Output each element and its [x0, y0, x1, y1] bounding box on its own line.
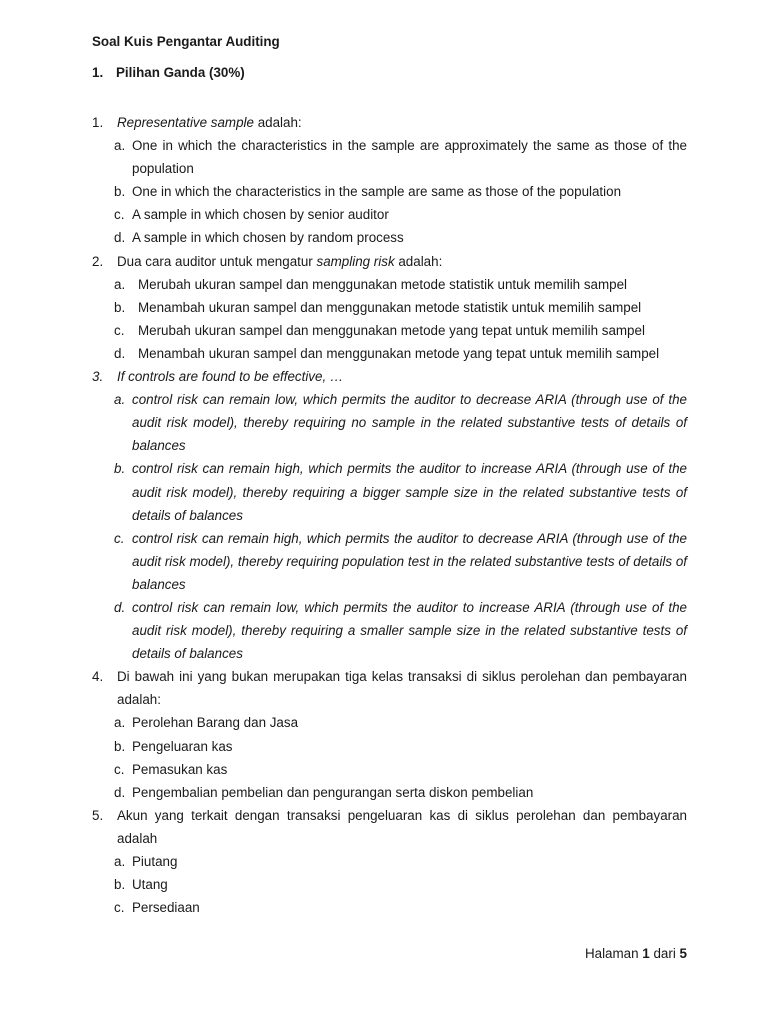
option-text: A sample in which chosen by senior auditor [132, 207, 389, 223]
option-d [0, 781, 768, 804]
option-letter: d. [114, 345, 126, 361]
section-number: 1. [92, 65, 104, 80]
option-text: control risk can remain high, which permits the auditor to decrease ARIA (through use of the audit risk model), thereby requiring population test in the related substantive tests of details of balances [132, 530, 687, 592]
option-text: Pengembalian pembelian dan pengurangan serta diskon pembelian [132, 784, 534, 800]
option-text: One in which the characteristics in the sample are same as those of the population [132, 184, 622, 200]
option-text: One in which the characteristics in the sample are approximately the same as those of the population [132, 138, 687, 177]
option-a [0, 711, 768, 734]
question-text: If controls are found to be effective, … [117, 369, 344, 385]
option-b [0, 296, 768, 319]
question-number: 1. [92, 115, 104, 130]
question-5 [0, 804, 768, 919]
option-letter: b. [114, 299, 126, 315]
option-d [0, 342, 768, 365]
option-a [0, 850, 768, 873]
option-text: Utang [132, 877, 168, 893]
option-c [0, 896, 768, 919]
section-heading [92, 65, 245, 80]
option-letter: b. [114, 184, 126, 200]
option-c [0, 319, 768, 342]
footer-current-page: 1 [642, 946, 650, 961]
option-letter: d. [114, 599, 126, 615]
option-letter: a. [114, 715, 126, 731]
option-b [0, 180, 768, 203]
option-c [0, 527, 768, 596]
document-title: Soal Kuis Pengantar Auditing [92, 34, 280, 49]
option-c [0, 203, 768, 226]
question-text-italic: Representative sample [117, 115, 254, 130]
option-a [0, 273, 768, 296]
option-text: A sample in which chosen by random process [132, 230, 404, 246]
option-text: Piutang [132, 854, 178, 869]
page-footer [585, 946, 687, 961]
question-text: Di bawah ini yang bukan merupakan tiga kelas transaksi di siklus perolehan dan pembayaran adalah: [117, 669, 687, 708]
option-letter: d. [114, 230, 126, 246]
question-text-italic: sampling risk [316, 253, 395, 269]
option-text: Merubah ukuran sampel dan menggunakan metode yang tepat untuk memilih sampel [138, 322, 645, 338]
option-d [0, 596, 768, 665]
option-text: Menambah ukuran sampel dan menggunakan metode yang tepat untuk memilih sampel [138, 345, 660, 361]
option-a [0, 388, 768, 457]
question-1 [0, 111, 768, 250]
footer-of: dari [653, 946, 676, 961]
option-d [0, 226, 768, 249]
question-text-suffix: adalah: [253, 115, 302, 130]
footer-label: Halaman [584, 946, 639, 961]
option-letter: a. [114, 138, 126, 154]
question-number: 3. [92, 369, 104, 385]
option-b [0, 735, 768, 758]
option-letter: d. [114, 784, 126, 800]
option-letter: c. [114, 761, 125, 777]
option-c [0, 758, 768, 781]
question-number: 5. [92, 807, 104, 823]
option-letter: b. [114, 461, 126, 477]
question-4 [0, 665, 768, 804]
option-text: control risk can remain high, which permits the auditor to increase ARIA (through use of the audit risk model), thereby requiring a bigger sample size in the related substantive tests of details of balances [132, 461, 687, 523]
question-text-prefix: Dua cara auditor untuk mengatur [117, 253, 317, 269]
option-letter: c. [114, 322, 125, 338]
option-b [0, 873, 768, 896]
option-letter: a. [114, 854, 126, 869]
option-text: Persediaan [132, 900, 200, 916]
option-letter: a. [114, 392, 126, 408]
option-letter: a. [114, 276, 126, 292]
question-list [0, 111, 768, 919]
section-label: Pilihan Ganda (30%) [116, 65, 245, 80]
option-text: control risk can remain low, which permits the auditor to decrease ARIA (through use of the audit risk model), thereby requiring no sample in the related substantive tests of details of balances [132, 392, 687, 454]
option-letter: c. [114, 530, 125, 546]
footer-total-pages: 5 [679, 946, 687, 961]
option-letter: b. [114, 738, 126, 754]
option-text: Pengeluaran kas [132, 738, 233, 754]
option-letter: c. [114, 900, 125, 916]
question-2 [0, 250, 768, 365]
question-text-suffix: adalah: [394, 253, 443, 269]
question-3 [0, 365, 768, 665]
option-letter: b. [114, 877, 126, 893]
option-a [0, 134, 768, 180]
option-text: Perolehan Barang dan Jasa [132, 715, 299, 731]
option-text: control risk can remain low, which permits the auditor to increase ARIA (through use of the audit risk model), thereby requiring a smaller sample size in the related substantive tests of details of balances [132, 599, 687, 662]
option-letter: c. [114, 207, 125, 223]
option-text: Merubah ukuran sampel dan menggunakan metode statistik untuk memilih sampel [138, 276, 628, 292]
option-b [0, 457, 768, 526]
option-text: Pemasukan kas [132, 761, 228, 777]
question-number: 4. [92, 669, 104, 685]
question-text [117, 111, 687, 134]
question-text: Akun yang terkait dengan transaksi pengeluaran kas di siklus perolehan dan pembayaran adalah [117, 807, 687, 846]
question-number: 2. [92, 253, 104, 269]
option-text: Menambah ukuran sampel dan menggunakan metode statistik untuk memilih sampel [138, 299, 642, 315]
question-text [117, 250, 687, 273]
